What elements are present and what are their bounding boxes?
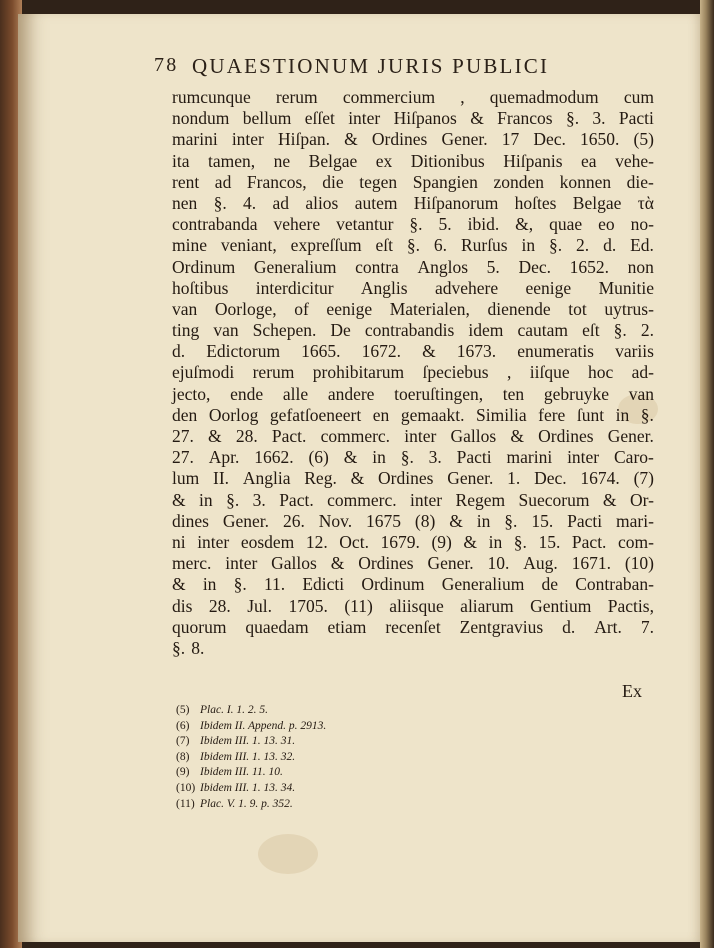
footnote	[176, 703, 476, 719]
footnote-citation: Ibidem III. 1. 13. 34.	[200, 781, 296, 794]
paper-stain	[258, 834, 318, 874]
footnote	[176, 750, 476, 766]
text-line: Ordinum Generalium contra Anglos 5. Dec. 1652. non	[172, 256, 654, 277]
footnote-ref: (8)	[176, 750, 190, 763]
text-line: ita tamen, ne Belgae ex Ditionibus Hiſpanis ea vehe-	[172, 150, 654, 171]
text-line: merc. inter Gallos & Ordines Gener. 10. Aug. 1671. (10)	[172, 553, 654, 574]
catchword: Ex	[622, 681, 642, 701]
text-line: hoſtibus interdicitur Anglis advehere eenige Munitie	[172, 277, 654, 298]
footnote-citation: Ibidem III. 11. 10.	[200, 766, 283, 779]
footnote-citation: Plac. I. 1. 2. 5.	[200, 704, 269, 716]
text-line: quorum quaedam etiam recenſet Zentgravius d. Art. 7.	[172, 616, 654, 637]
footnote-citation: Ibidem III. 1. 13. 31.	[200, 735, 296, 748]
footnote	[176, 719, 476, 735]
text-line: jecto, ende alle andere toeruſtingen, ten gebruyke van	[172, 383, 654, 404]
footnote	[176, 765, 476, 781]
text-line: marini inter Hiſpan. & Ordines Gener. 17 Dec. 1650. (5)	[172, 129, 654, 150]
footnote-ref: (9)	[176, 766, 190, 779]
text-line: rumcunque rerum commercium , quemadmodum cum	[172, 87, 654, 107]
text-line: contrabanda vehere vetantur §. 5. ibid. &, quae eo no-	[172, 214, 654, 235]
text-line: van Oorloge, of eenige Materialen, dienende tot uytrus-	[172, 298, 654, 319]
text-line: mine veniant, expreſſum eſt §. 6. Rurſus in §. 2. d. Ed.	[172, 235, 654, 256]
footnote-ref: (7)	[176, 735, 190, 748]
text-line: lum II. Anglia Reg. & Ordines Gener. 1. Dec. 1674. (7)	[172, 468, 654, 489]
footnote-citation: Ibidem III. 1. 13. 32.	[200, 750, 296, 763]
footnote-ref: (6)	[176, 719, 190, 732]
text-line: dis 28. Jul. 1705. (11) aliisque aliarum Gentium Pactis,	[172, 595, 654, 616]
footnote-ref: (10)	[176, 781, 196, 794]
text-line: §. 8.	[172, 637, 205, 658]
footnote	[176, 781, 476, 797]
text-line: ejuſmodi rerum prohibitarum ſpeciebus , iiſque hoc ad-	[172, 362, 654, 383]
footnote	[176, 734, 476, 750]
footnotes	[176, 703, 476, 812]
footnote-citation: Plac. V. 1. 9. p. 352.	[200, 797, 293, 810]
text-line: 27. & 28. Pact. commerc. inter Gallos & Ordines Gener.	[172, 426, 654, 446]
text-line: & in §. 11. Edicti Ordinum Generalium de Contraban-	[172, 574, 654, 595]
text-line: rent ad Francos, die tegen Spangien zonden konnen die-	[172, 171, 654, 192]
text-line: nen §. 4. ad alios autem Hiſpanorum hoſtes Belgae τὰ	[172, 192, 654, 213]
text-line: nondum bellum eſſet inter Hiſpanos & Francos §. 3. Pacti	[172, 108, 654, 129]
text-line: dines Gener. 26. Nov. 1675 (8) & in §. 15. Pacti mari-	[172, 510, 654, 531]
text-line: & in §. 3. Pact. commerc. inter Regem Suecorum & Or-	[172, 489, 654, 510]
running-title: QUAESTIONUM JURIS PUBLICI	[192, 54, 550, 78]
footnote-ref: (5)	[176, 704, 190, 716]
text-line: ni inter eosdem 12. Oct. 1679. (9) & in §. 15. Pact. com-	[172, 531, 654, 552]
text-line: 27. Apr. 1662. (6) & in §. 3. Pacti marini inter Caro-	[172, 447, 654, 468]
text-line: den Oorlog gefatſoeneert en gemaakt. Similia fere ſunt in §.	[172, 404, 654, 425]
page-edge	[700, 0, 714, 948]
text-line: d. Edictorum 1665. 1672. & 1673. enumeratis variis	[172, 341, 654, 362]
page-number: 78	[154, 54, 179, 76]
footnote	[176, 797, 476, 813]
text-line: ting van Schepen. De contrabandis idem cautam eſt §. 2.	[172, 320, 654, 341]
footnote-citation: Ibidem II. Append. p. 2913.	[200, 719, 327, 732]
footnote-ref: (11)	[176, 797, 195, 810]
body-text	[172, 87, 654, 659]
